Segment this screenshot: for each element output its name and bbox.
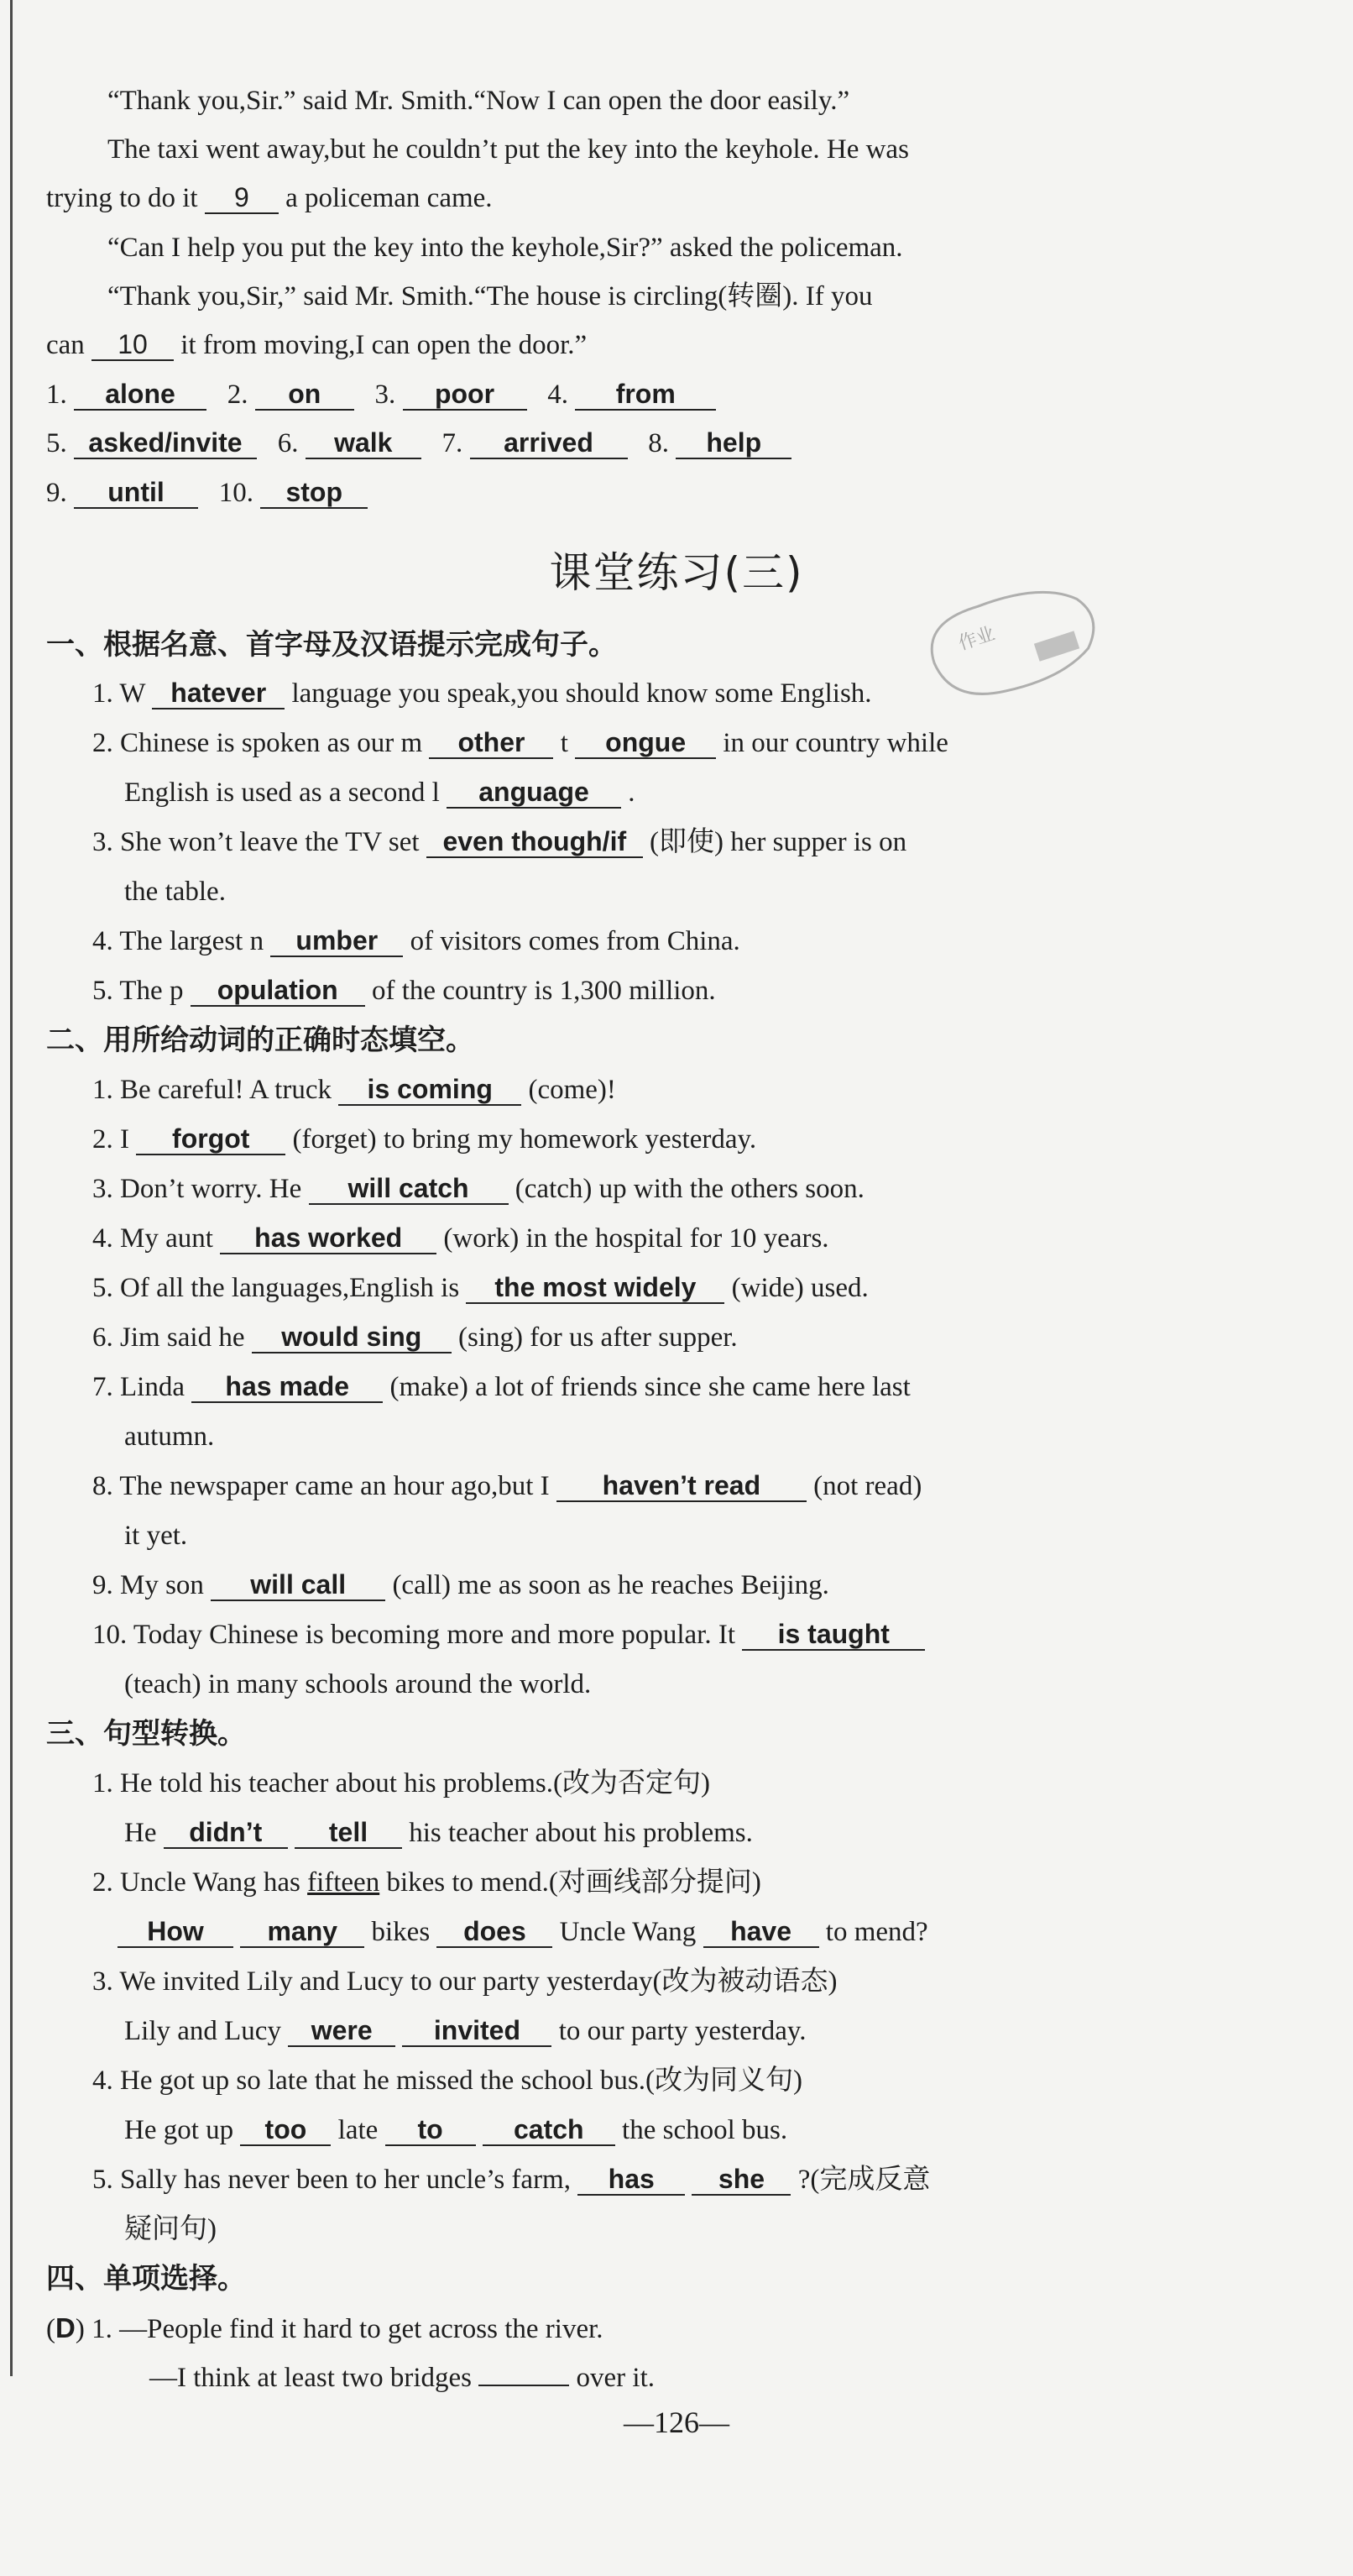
question-3-2-answer: How many bikes does Uncle Wang have to mend?: [118, 1915, 928, 1949]
question-3-3-answer: Lily and Lucy were invited to our party yesterday.: [124, 2015, 807, 2046]
answer-blank[interactable]: too: [240, 2114, 331, 2146]
question-1-3: 3. She won’t leave the TV set even though/if (即使) her supper is on: [92, 826, 907, 857]
answer-blank[interactable]: anguage: [447, 777, 621, 809]
question-2-3: 3. Don’t worry. He will catch (catch) up with the others soon.: [92, 1173, 865, 1204]
answer-10[interactable]: stop: [260, 477, 368, 509]
question-2-7: 7. Linda has made (make) a lot of friends since she came here last: [92, 1371, 911, 1402]
question-1-2: 2. Chinese is spoken as our m other t ongue in our country while: [92, 727, 948, 758]
answer-3[interactable]: poor: [403, 379, 527, 411]
answer-blank[interactable]: forgot: [136, 1123, 285, 1155]
section-title: 课堂练习(三): [549, 548, 804, 597]
answer-blank[interactable]: [478, 2385, 569, 2386]
answer-blank[interactable]: How: [118, 1916, 233, 1948]
page-number: —126—: [624, 2406, 729, 2439]
answer-blank[interactable]: she: [692, 2164, 791, 2196]
question-2-8-cont: it yet.: [124, 1521, 188, 1551]
section-heading-1: 一、根据名意、首字母及汉语提示完成句子。: [46, 628, 617, 662]
question-1-5: 5. The p opulation of the country is 1,300 million.: [92, 975, 716, 1006]
question-3-2: 2. Uncle Wang has fifteen bikes to mend.(对画线部分提问): [92, 1867, 761, 1898]
answer-blank[interactable]: is taught: [742, 1619, 925, 1651]
svg-text:作业: 作业: [955, 623, 998, 655]
answer-1[interactable]: alone: [74, 379, 206, 411]
question-3-4-answer: He got up too late to catch the school bus.: [124, 2114, 788, 2145]
question-2-8: 8. The newspaper came an hour ago,but I haven’t read (not read): [92, 1470, 922, 1501]
question-1-4: 4. The largest n umber of visitors comes from China.: [92, 925, 740, 956]
question-2-9: 9. My son will call (call) me as soon as he reaches Beijing.: [92, 1569, 829, 1600]
question-2-5: 5. Of all the languages,English is the most widely (wide) used.: [92, 1272, 869, 1303]
answer-blank[interactable]: will call: [211, 1569, 385, 1601]
question-1-1: 1. W hatever language you speak,you should know some English.: [92, 678, 872, 709]
question-2-7-cont: autumn.: [124, 1422, 215, 1452]
question-3-5-cont: 疑问句): [124, 2214, 217, 2244]
section-heading-3: 三、句型转换。: [46, 1717, 246, 1751]
passage-paragraph: “Thank you,Sir,” said Mr. Smith.“The house is circling(转圈). If you: [107, 281, 873, 312]
question-4-1-cont: —I think at least two bridges over it.: [149, 2363, 655, 2393]
answer-row: 5. asked/invite 6. walk 7. arrived 8. help: [46, 427, 791, 460]
answer-row: 1. alone 2. on 3. poor 4. from: [46, 378, 716, 411]
passage-paragraph: “Can I help you put the key into the keyhole,Sir?” asked the policeman.: [107, 233, 903, 263]
answer-blank[interactable]: does: [436, 1916, 552, 1948]
passage-paragraph: The taxi went away,but he couldn’t put the key into the keyhole. He was: [107, 134, 909, 165]
underlined-word: fifteen: [307, 1867, 380, 1898]
answer-blank[interactable]: hatever: [152, 678, 285, 709]
question-3-3: 3. We invited Lily and Lucy to our party yesterday(改为被动语态): [92, 1966, 838, 1997]
answer-blank[interactable]: haven’t read: [556, 1470, 807, 1502]
answer-blank[interactable]: have: [703, 1916, 819, 1948]
margin-line: [10, 0, 13, 2376]
answer-blank[interactable]: catch: [483, 2114, 615, 2146]
question-3-5: 5. Sally has never been to her uncle’s farm, has she ?(完成反意: [92, 2164, 931, 2195]
question-1-3-cont: the table.: [124, 877, 226, 907]
answer-9[interactable]: until: [74, 477, 198, 509]
question-2-1: 1. Be careful! A truck is coming (come)!: [92, 1074, 616, 1105]
question-1-2-cont: English is used as a second l anguage .: [124, 777, 635, 808]
passage-line: trying to do it 9 a policeman came.: [46, 182, 493, 213]
question-2-2: 2. I forgot (forget) to bring my homework yesterday.: [92, 1123, 757, 1154]
answer-blank[interactable]: invited: [402, 2015, 551, 2047]
answer-blank[interactable]: ongue: [575, 727, 716, 759]
answer-5[interactable]: asked/invite: [74, 427, 257, 459]
answer-7[interactable]: arrived: [470, 427, 628, 459]
answer-row: 9. until 10. stop: [46, 476, 368, 510]
section-heading-4: 四、单项选择。: [46, 2262, 246, 2296]
answer-blank[interactable]: didn’t: [164, 1817, 288, 1849]
passage-line: can 10 it from moving,I can open the door.”: [46, 329, 588, 360]
answer-blank[interactable]: other: [429, 727, 553, 759]
answer-blank[interactable]: opulation: [191, 975, 365, 1007]
answer-8[interactable]: help: [676, 427, 791, 459]
question-2-4: 4. My aunt has worked (work) in the hospital for 10 years.: [92, 1223, 829, 1254]
answer-2[interactable]: on: [255, 379, 354, 411]
answer-blank[interactable]: has worked: [220, 1223, 436, 1254]
answer-blank[interactable]: the most widely: [466, 1272, 724, 1304]
choice-answer[interactable]: D: [55, 2312, 76, 2343]
answer-blank[interactable]: has made: [191, 1371, 383, 1403]
question-4-1: (D) 1. —People find it hard to get across the river.: [46, 2312, 603, 2344]
answer-4[interactable]: from: [575, 379, 716, 411]
answer-blank[interactable]: to: [385, 2114, 476, 2146]
blank-10[interactable]: 10: [91, 329, 174, 361]
blank-9[interactable]: 9: [205, 182, 279, 214]
answer-blank[interactable]: umber: [270, 925, 403, 957]
answer-blank[interactable]: many: [240, 1916, 364, 1948]
answer-blank[interactable]: tell: [295, 1817, 402, 1849]
answer-blank[interactable]: were: [288, 2015, 395, 2047]
section-heading-2: 二、用所给动词的正确时态填空。: [46, 1024, 474, 1057]
passage-paragraph: “Thank you,Sir.” said Mr. Smith.“Now I can open the door easily.”: [107, 86, 850, 116]
question-3-1-answer: He didn’t tell his teacher about his problems.: [124, 1817, 753, 1848]
answer-blank[interactable]: is coming: [338, 1074, 521, 1106]
answer-6[interactable]: walk: [306, 427, 421, 459]
question-2-6: 6. Jim said he would sing (sing) for us after supper.: [92, 1322, 738, 1353]
question-3-1: 1. He told his teacher about his problems.(改为否定句): [92, 1768, 710, 1798]
question-3-4: 4. He got up so late that he missed the school bus.(改为同义句): [92, 2066, 802, 2096]
question-2-10-cont: (teach) in many schools around the world.: [124, 1669, 592, 1699]
question-2-10: 10. Today Chinese is becoming more and more popular. It is taught: [92, 1618, 925, 1652]
answer-blank[interactable]: would sing: [252, 1322, 452, 1353]
answer-blank[interactable]: even though/if: [426, 826, 643, 858]
answer-blank[interactable]: has: [577, 2164, 685, 2196]
answer-blank[interactable]: will catch: [309, 1173, 509, 1205]
